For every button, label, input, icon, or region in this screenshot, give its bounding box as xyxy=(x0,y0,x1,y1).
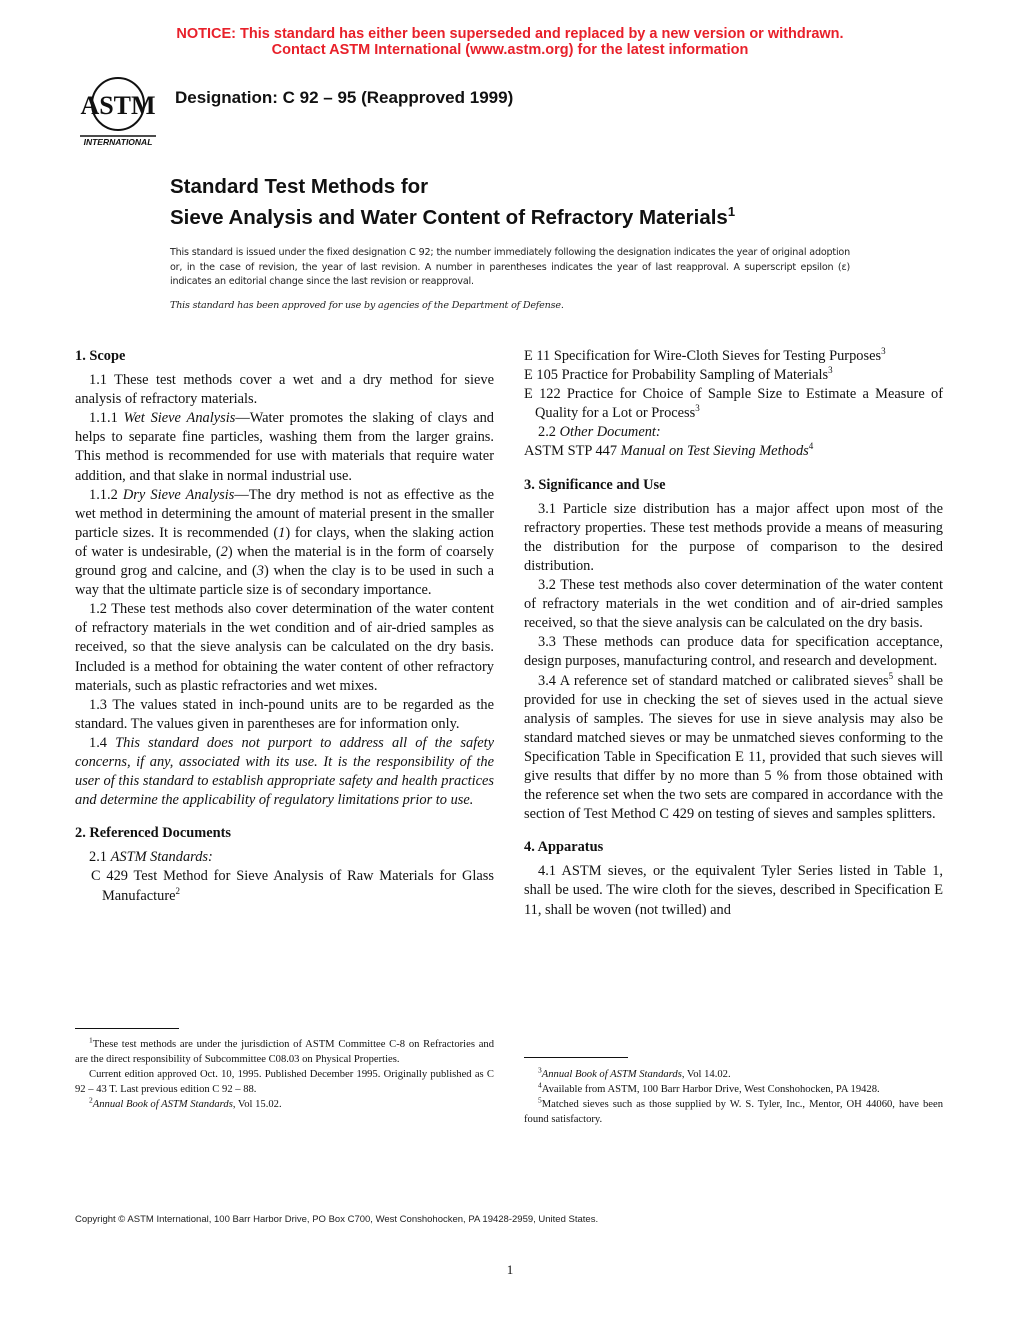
footnote-separator xyxy=(75,1028,179,1029)
text-run: 3. Significance and Use xyxy=(524,476,666,493)
astm-logo xyxy=(76,74,160,148)
paragraph xyxy=(75,696,494,734)
text-run: E 11 Specification for Wire-Cloth Sieves for Testing Purposes xyxy=(524,348,882,364)
text-run: Matched sieves such as those supplied by W. S. Tyler, Inc., Mentor, OH 44060, have been found satisfactory. xyxy=(524,1099,943,1125)
text-run: 1 xyxy=(278,524,286,541)
text-run: Manual on Test Sieving Methods xyxy=(620,443,809,460)
text-run: ) when the material is in the form of coarsely ground grog and calcine, and ( xyxy=(75,543,494,580)
paragraph xyxy=(524,862,943,919)
notice-line-2: Contact ASTM International (www.astm.org) for the latest information xyxy=(271,42,749,58)
text-run: 2. Referenced Documents xyxy=(75,825,231,842)
paragraph xyxy=(75,371,494,409)
section-heading xyxy=(75,824,494,843)
title-line-2: Sieve Analysis and Water Content of Refractory Materials xyxy=(170,205,728,229)
left-footnotes xyxy=(75,1037,494,1112)
text-run: , Vol 14.02. xyxy=(681,1069,731,1080)
paragraph xyxy=(524,500,943,576)
left-column xyxy=(75,347,494,906)
paragraph xyxy=(75,409,494,485)
footnote-mark: 5 xyxy=(888,670,894,681)
right-footnotes xyxy=(524,1067,943,1127)
text-run: Other Document: xyxy=(559,424,661,441)
text-run: shall be provided for use in checking the set of sieves used in the actual sieve analysis of samples. The sieves for use in sieve analysis may also be standard matched sieves or may be unmatched sieves conforming to the Specification Table in Specification E 11, provided that such sieves will give results that differ by no more than 5 % from those obtained with the reference set when the two sets are compared in accordance with the section of Test Method C 429 on testing of sieves and samples splitters. xyxy=(524,672,943,823)
footnote xyxy=(524,1082,943,1097)
text-run: —Water promotes the slaking of clays and helps to separate fine particles, washing them from the larger grains. This method is recommended for use with materials that require water addition, and that slake in normal industrial use. xyxy=(75,410,494,484)
footnote-mark: 2 xyxy=(175,885,181,896)
text-run: C 429 Test Method for Sieve Analysis of Raw Materials for Glass Manufacture xyxy=(91,868,494,904)
text-run: 2.2 xyxy=(538,424,560,441)
footnote-mark: 1 xyxy=(89,1035,93,1045)
text-run: 4. Apparatus xyxy=(524,839,604,856)
footnote xyxy=(75,1067,494,1097)
supersession-notice xyxy=(0,26,1020,58)
section-heading xyxy=(524,476,943,495)
text-run: 3.4 A reference set of standard matched or calibrated sieves xyxy=(538,672,889,689)
designation: Designation: C 92 – 95 (Reapproved 1999) xyxy=(175,88,514,107)
text-run: 1.3 The values stated in inch-pound units are to be regarded as the standard. The values given in parentheses are for information only. xyxy=(75,696,494,732)
text-run: 4.1 ASTM sieves, or the equivalent Tyler Series listed in Table 1, shall be used. The wire cloth for the sieves, described in Specification E 11, shall be woven (not twilled) and xyxy=(524,863,943,918)
text-run: 3.3 These methods can produce data for specification acceptance, design purposes, manufacturing control, and research and development. xyxy=(524,634,943,670)
text-run: 1.2 These test methods also cover determination of the water content of refractory materials in the wet condition and of air-dried samples as received, so that the sieve analysis can be calculated on the dry basis. Included is a method for obtaining the water content of other refractory materials, such as plastic refractories and wet mixes. xyxy=(75,601,494,694)
text-run: Dry Sieve Analysis xyxy=(122,486,235,503)
text-run: 2.1 xyxy=(89,849,111,866)
svg-text:INTERNATIONAL: INTERNATIONAL xyxy=(83,137,153,147)
issuance-note: This standard is issued under the fixed designation C 92; the number immediately following the designation indicates the year of original adoption or, in the case of revision, the year of last revision. A number in parentheses indicates the year of last reapproval. A superscript epsilon (ε) indicates an editorial change since the last revision or reapproval. xyxy=(170,247,850,287)
reference-entry xyxy=(508,347,943,366)
reference-entry xyxy=(75,867,494,905)
footnote-mark: 4 xyxy=(538,1080,542,1090)
text-run: Annual Book of ASTM Standards xyxy=(541,1069,682,1080)
reference-entry xyxy=(508,442,943,461)
text-run: E 122 Practice for Choice of Sample Size to Estimate a Measure of Quality for a Lot or Process xyxy=(524,386,943,422)
text-run: ASTM Standards: xyxy=(110,849,213,866)
text-run: These test methods are under the jurisdiction of ASTM Committee C-8 on Refractories and are the direct responsibility of Subcommittee C08.03 on Physical Properties. xyxy=(75,1039,494,1065)
text-run: Available from ASTM, 100 Barr Harbor Drive, West Conshohocken, PA 19428. xyxy=(541,1084,880,1095)
footnote xyxy=(75,1037,494,1067)
title-line-1: Standard Test Methods for xyxy=(170,175,429,198)
footnote-mark: 2 xyxy=(89,1095,93,1105)
text-run: ) for clays, when the slaking action of water is undesirable, ( xyxy=(75,524,494,560)
copyright: Copyright © ASTM International, 100 Barr Harbor Drive, PO Box C700, West Conshohocken, PA 19428-2959, United States. xyxy=(75,1214,599,1225)
text-run: 1.1 These test methods cover a wet and a dry method for sieve analysis of refractory materials. xyxy=(75,372,494,408)
footnote-mark: 3 xyxy=(695,403,700,414)
paragraph xyxy=(524,672,943,825)
footnote xyxy=(524,1067,943,1082)
page-number: 1 xyxy=(506,1262,514,1277)
text-run: E 105 Practice for Probability Sampling of Materials xyxy=(524,367,829,384)
text-run: 1.1.1 xyxy=(89,410,124,427)
text-run: 3.2 These test methods also cover determination of the water content of refractory materials in the wet condition and of air-dried samples received, so that the sieve analysis can be calculated on the dry basis. xyxy=(524,577,943,632)
text-run: 3.1 Particle size distribution has a major affect upon most of the refractory properties. These test methods provide a means of measuring the distribution for the purpose of comparison to the desired distribution. xyxy=(524,500,943,574)
section-heading xyxy=(75,347,494,366)
footnote-mark: 3 xyxy=(881,346,886,357)
reference-entry xyxy=(508,366,943,385)
reference-entry xyxy=(508,385,943,423)
title-footnote-mark: 1 xyxy=(727,204,736,219)
footnote-mark: 3 xyxy=(828,365,833,376)
footnote xyxy=(75,1097,494,1112)
text-run: 1.1.2 xyxy=(89,486,123,503)
text-run: ASTM STP 447 xyxy=(524,443,621,460)
text-run: ) when the clay is to be used in such a way that the ultimate particle size is of secondary importance. xyxy=(75,563,494,599)
paragraph xyxy=(524,423,943,442)
text-run: 1. Scope xyxy=(75,348,126,364)
footnote-mark: 3 xyxy=(538,1065,542,1075)
footnote xyxy=(524,1097,943,1127)
paragraph xyxy=(524,633,943,671)
text-run: 2 xyxy=(220,543,228,560)
notice-line-1: NOTICE: This standard has either been superseded and replaced by a new version or withdrawn. xyxy=(176,26,844,42)
dod-approval-note: This standard has been approved for use by agencies of the Department of Defense. xyxy=(170,300,564,311)
text-run: Wet Sieve Analysis xyxy=(123,410,236,427)
svg-text:ASTM: ASTM xyxy=(80,91,156,120)
paragraph xyxy=(75,848,494,867)
right-column xyxy=(524,347,943,920)
text-run: , Vol 15.02. xyxy=(232,1099,282,1110)
text-run: This standard does not purport to address all of the safety concerns, if any, associated with its use. It is the responsibility of the user of this standard to establish appropriate safety and health practices and determine the applicability of regulatory limitations prior to use. xyxy=(75,734,494,809)
document-title xyxy=(170,174,735,230)
text-run: Annual Book of ASTM Standards xyxy=(92,1099,233,1110)
text-run: —The dry method is not as effective as the wet method in determining the amount of material present in the smaller particle sizes. It is recommended ( xyxy=(75,486,494,541)
paragraph xyxy=(75,734,494,810)
text-run: Current edition approved Oct. 10, 1995. Published December 1995. Originally published as C 92 – 43 T. Last previous edition C 92 – 88. xyxy=(75,1069,494,1095)
footnote-mark: 4 xyxy=(808,441,814,452)
text-run: 3 xyxy=(256,563,264,580)
paragraph xyxy=(75,486,494,601)
section-heading xyxy=(524,838,943,857)
paragraph xyxy=(75,600,494,695)
text-run: 1.4 xyxy=(89,734,116,751)
footnote-mark: 5 xyxy=(538,1095,542,1105)
paragraph xyxy=(524,576,943,633)
footnote-separator xyxy=(524,1057,628,1058)
